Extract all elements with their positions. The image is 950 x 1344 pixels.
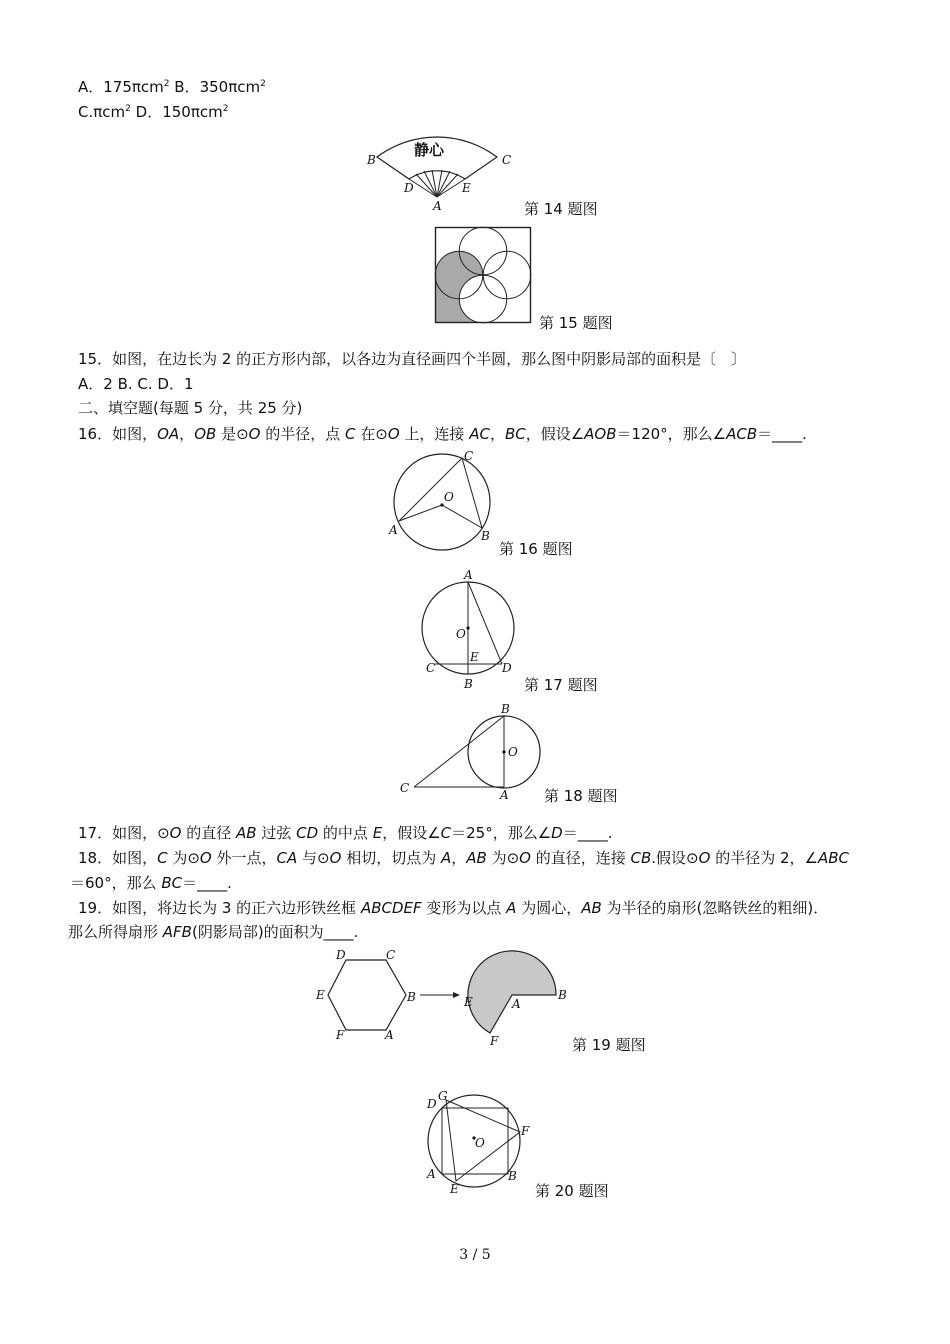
shaded-region (436, 251, 484, 322)
figure-19-hexagon-sector (312, 946, 570, 1048)
q19-text-line-2: 那么所得扇形 AFB(阴影局部)的面积为____. (68, 923, 359, 941)
label-f-2: F (490, 1034, 499, 1048)
label-d: D (404, 181, 414, 195)
figure-16-caption: 第 16 题图 (499, 540, 573, 558)
figure-17-circle (420, 568, 520, 692)
q16-text: 16．如图，OA，OB 是⊙O 的半径，点 C 在⊙O 上，连接 AC，BC，假设∠AOB＝120°，那么∠ACB＝____. (78, 425, 807, 443)
segment-cb (462, 458, 482, 528)
label-a: A (385, 1028, 394, 1042)
figure-18-caption: 第 18 题图 (544, 787, 618, 805)
center-dot (466, 626, 469, 629)
section-2-heading: 二、填空题(每题 5 分，共 25 分) (78, 399, 303, 417)
label-b: B (367, 153, 376, 167)
page-number: 3 / 5 (459, 1247, 491, 1263)
figure-14-caption: 第 14 题图 (524, 200, 598, 218)
label-o: O (508, 745, 518, 759)
q18-text-line-1: 18．如图，C 为⊙O 外一点，CA 与⊙O 相切，切点为 A，AB 为⊙O 的直径，连接 CB.假设⊙O 的半径为 2，∠ABC (78, 849, 849, 867)
label-a: A (389, 523, 398, 537)
label-a: A (464, 568, 473, 582)
label-b: B (464, 677, 473, 691)
figure-15-caption: 第 15 题图 (539, 314, 613, 332)
figure-19-caption: 第 19 题图 (572, 1036, 646, 1054)
label-e: E (462, 181, 471, 195)
center-dot (502, 750, 505, 753)
label-b: B (501, 702, 510, 716)
label-o: O (456, 627, 466, 641)
label-b-2: B (558, 988, 567, 1002)
arrowhead-icon (453, 992, 460, 998)
figure-16-circle (384, 448, 496, 556)
label-b: B (481, 529, 490, 543)
segment-oa (399, 505, 442, 521)
q15-options: A．2 B. C. D．1 (78, 375, 194, 393)
label-c: C (400, 781, 410, 795)
hexagon-abcdef (328, 960, 406, 1030)
figure-14-fan (362, 122, 522, 214)
q14-option-line-2: C.πcm$^2$ D．150πcm$^2$ (78, 103, 229, 121)
label-c: C (464, 449, 474, 463)
label-c: C (386, 948, 396, 962)
label-c: C (502, 153, 512, 167)
figure-17-caption: 第 17 题图 (524, 676, 598, 694)
q15-text: 15．如图，在边长为 2 的正方形内部，以各边为直径画四个半圆，那么图中阴影局部的面积是〔 〕 (78, 350, 747, 368)
label-b: B (508, 1169, 517, 1183)
label-a: A (500, 788, 509, 800)
label-g: G (438, 1089, 448, 1103)
label-a: A (427, 1167, 436, 1181)
circle-o (394, 454, 490, 550)
label-e: E (316, 988, 325, 1002)
segment-cb (414, 716, 504, 787)
semicircle-top (459, 227, 507, 275)
figure-18-tangent (396, 700, 544, 800)
semicircle-right (483, 251, 531, 299)
label-f: F (336, 1028, 345, 1042)
q19-text-line-1: 19．如图，将边长为 3 的正六边形铁丝框 ABCDEF 变形为以点 A 为圆心，AB 为半径的扇形(忽略铁丝的粗细)． (78, 899, 829, 917)
label-e-2: E (464, 995, 473, 1009)
label-a-2: A (512, 997, 521, 1011)
q17-text: 17．如图，⊙O 的直径 AB 过弦 CD 的中点 E，假设∠C＝25°，那么∠D＝____. (78, 824, 613, 842)
label-d: D (336, 948, 346, 962)
q18-text-line-2: ＝60°，那么 BC＝____. (70, 874, 232, 892)
label-a: A (433, 199, 442, 213)
label-o: O (444, 490, 454, 504)
sector-afb (468, 951, 556, 1033)
label-f: F (521, 1124, 530, 1138)
figure-20-caption: 第 20 题图 (535, 1182, 609, 1200)
label-d: D (502, 661, 512, 675)
figure-20-circle-square (422, 1086, 530, 1196)
semicircle-bottom (459, 275, 507, 323)
q14-option-line-1: A．175πcm$^2$ B．350πcm$^2$ (78, 78, 266, 96)
label-d: D (427, 1097, 437, 1111)
fan-calligraphy: 静心 (414, 141, 445, 159)
label-c: C (426, 661, 436, 675)
label-o: O (475, 1136, 485, 1150)
label-e: E (470, 650, 479, 664)
label-e: E (450, 1182, 459, 1196)
label-b: B (407, 990, 416, 1004)
figure-15-square (433, 225, 533, 325)
